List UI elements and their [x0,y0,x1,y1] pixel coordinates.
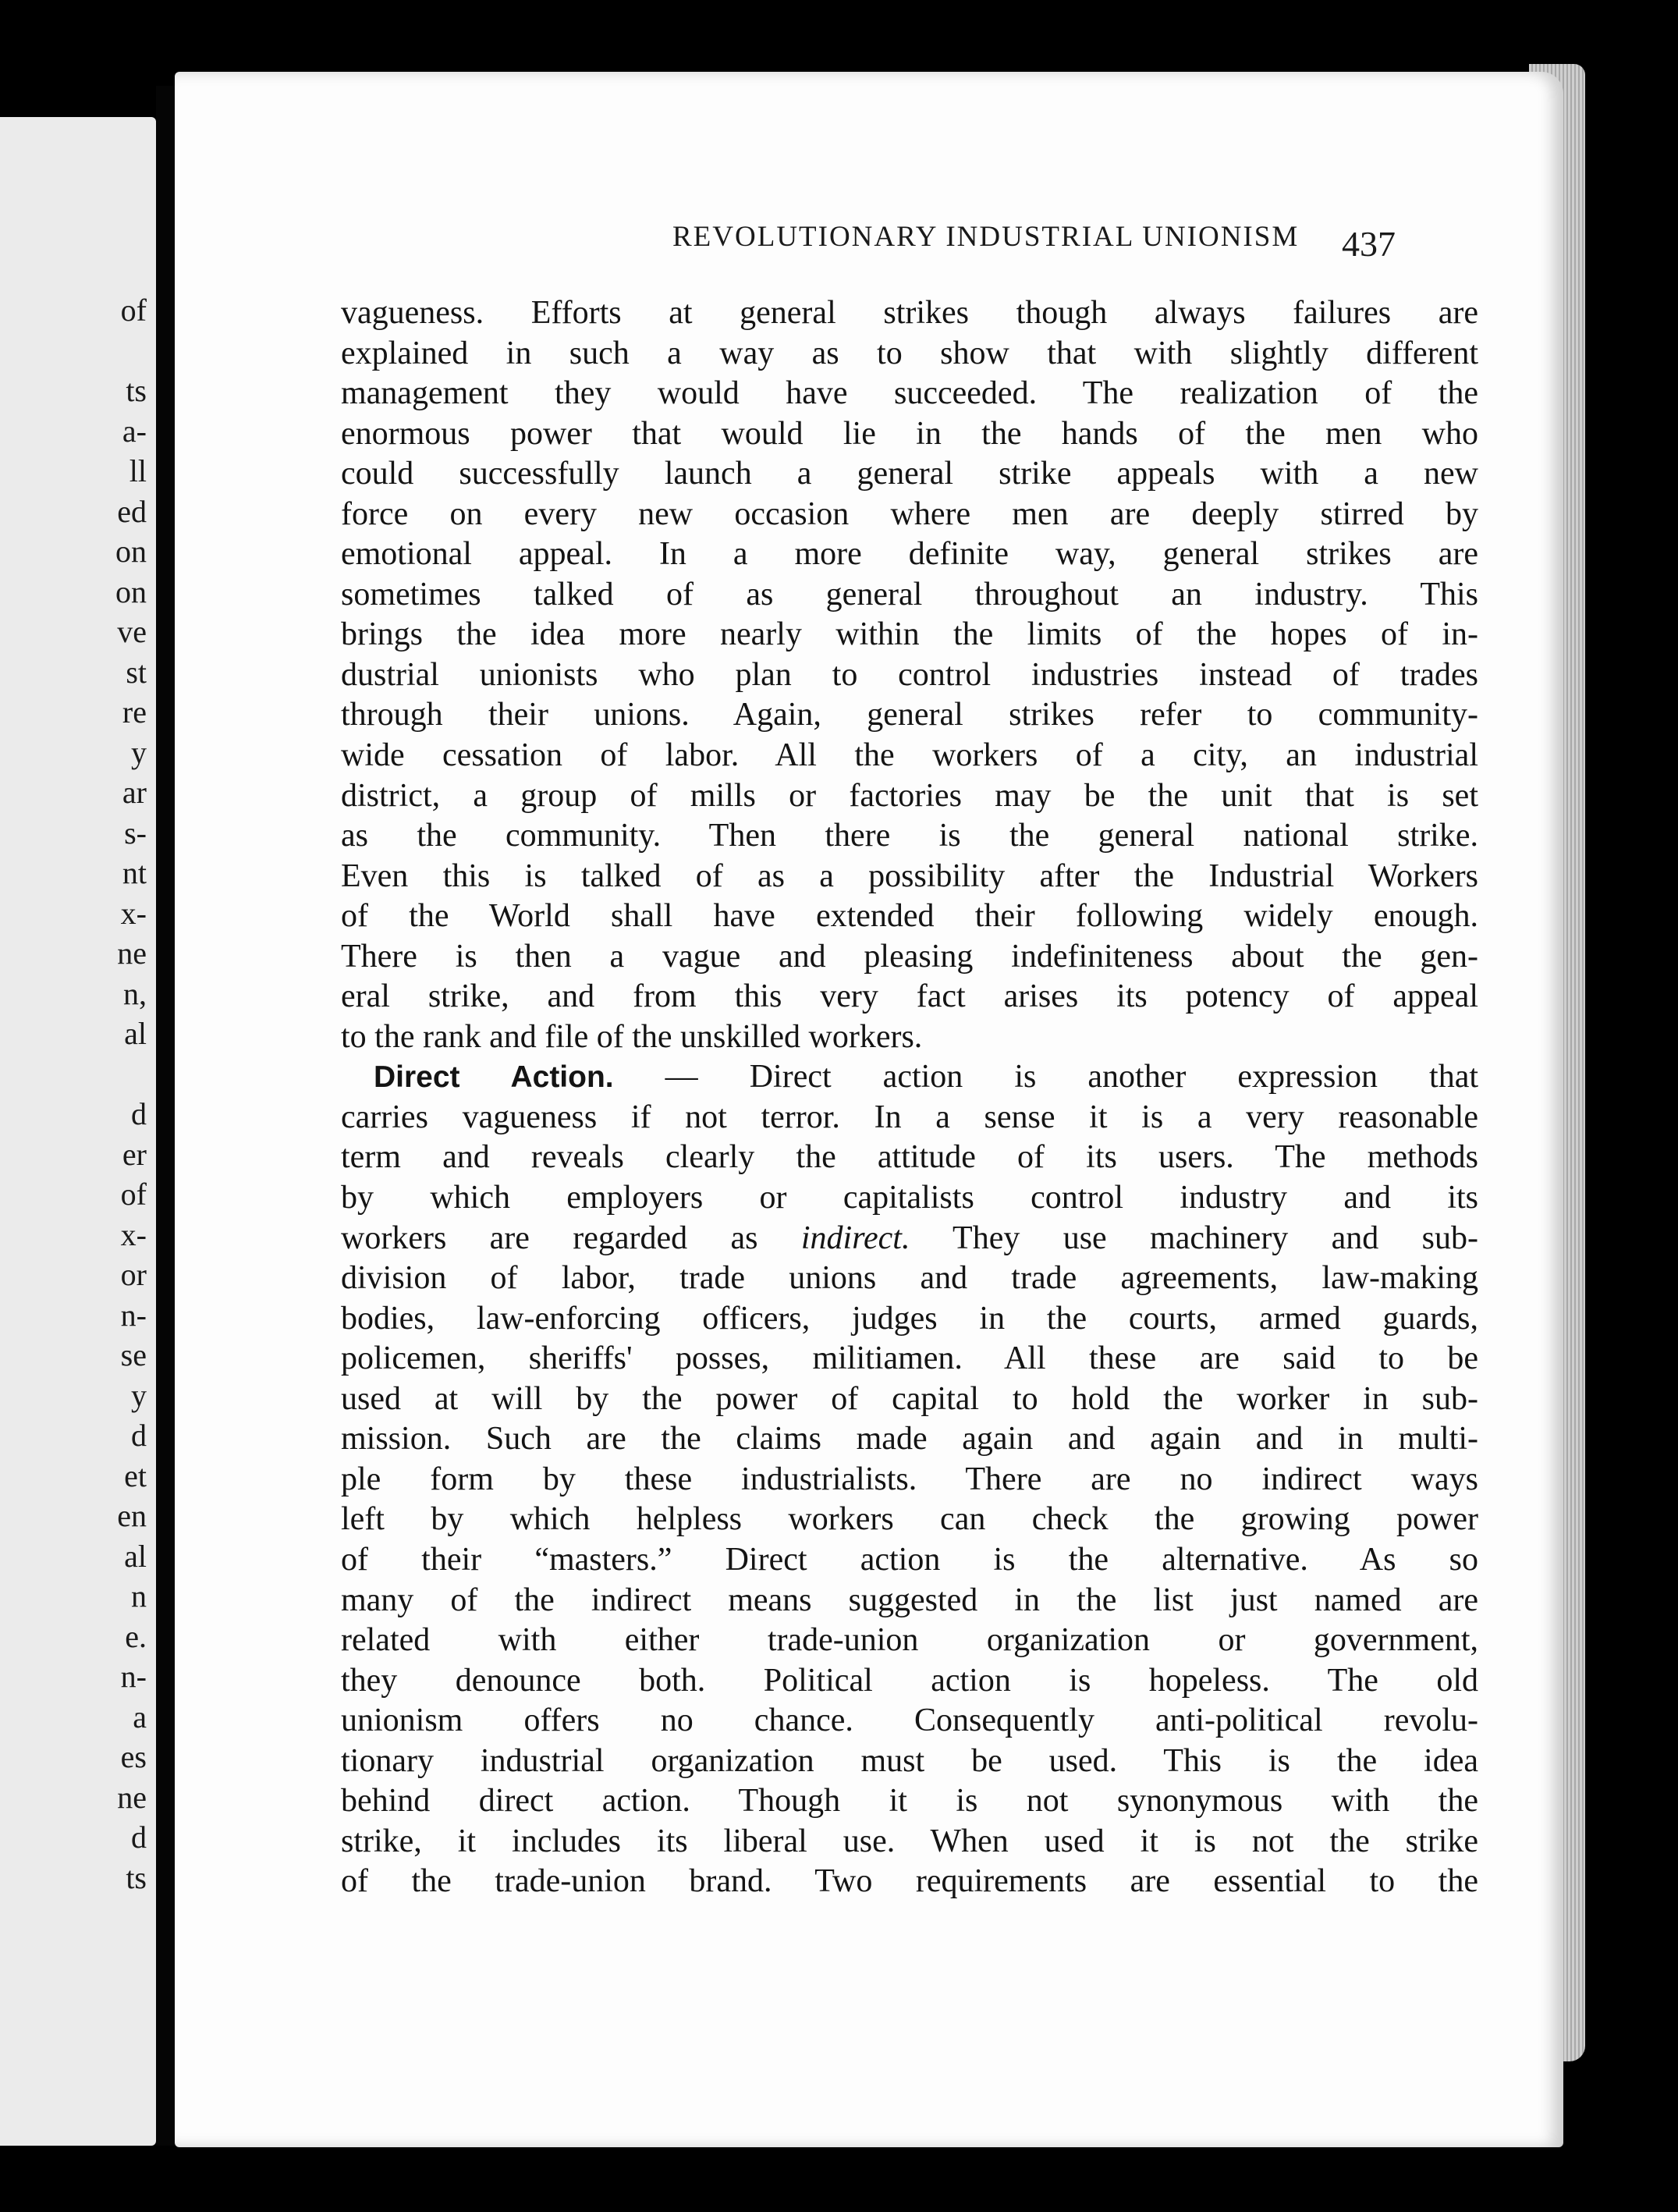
facing-page-fragment: al [124,1538,147,1574]
text-line: they denounce both. Political action is hopeless. The old [341,1662,1478,1699]
section-heading: Direct Action. [374,1060,614,1095]
facing-page-fragment: n, [123,975,147,1011]
facing-page-fragment: se [120,1337,147,1372]
facing-page-text-fragments [115,290,147,1898]
text-line: division of labor, trade unions and trade agreements, law-making [341,1260,1478,1297]
text-line: could successfully launch a general strike appeals with a new [341,456,1478,492]
text-run: workers are regarded as [341,1220,801,1256]
text-line: brings the idea more nearly within the limits of the hopes of in- [341,616,1478,653]
text-line: term and reveals clearly the attitude of its users. The methods [341,1139,1478,1176]
facing-page-fragment: of [120,1177,147,1212]
facing-page-fragment: d [131,1418,147,1453]
facing-page-fragment: y [131,734,147,770]
facing-page-fragment: ne [117,936,147,971]
facing-page-fragment: x- [120,1216,147,1252]
facing-page-fragment: d [131,1820,147,1855]
book-page-437 [175,72,1563,2147]
running-head-title: REVOLUTIONARY INDUSTRIAL UNIONISM [672,221,1300,253]
italic-word: indirect. [800,1220,910,1256]
body-text [341,293,1478,1902]
text-line: by which employers or capitalists control industry and its [341,1180,1478,1216]
text-line: wide cessation of labor. All the workers of a city, an industrial [341,737,1478,774]
text-line: bodies, law-enforcing officers, judges in the courts, armed guards, [341,1300,1478,1337]
text-line: to the rank and file of the unskilled workers. [341,1018,923,1055]
facing-page-fragment: n- [120,1297,147,1333]
section-first-line [341,1057,1478,1098]
text-line: emotional appeal. In a more definite way, general strikes are [341,536,1478,573]
facing-page-fragment: on [115,573,147,609]
facing-page-fragment: s- [124,815,147,850]
text-run: They use machinery and sub- [910,1220,1478,1256]
facing-page-fragment: d [131,1096,147,1131]
facing-page-fragment: nt [122,855,147,890]
facing-page-fragment: n [131,1578,147,1614]
text-line: many of the indirect means suggested in the list just named are [341,1582,1478,1618]
facing-page-fragment: al [124,1016,147,1051]
facing-page-fragment: a- [122,413,147,449]
facing-page-fragment: et [124,1458,147,1493]
text-line: of the trade-union brand. Two requirements are essential to the [341,1863,1478,1900]
text-line: as the community. Then there is the general national strike. [341,818,1478,854]
text-line: mission. Such are the claims made again and again and in multi- [341,1421,1478,1458]
facing-page-fragment: ed [117,493,147,529]
facing-page-fragment: a [133,1699,147,1734]
book-gutter [156,86,175,2146]
text-line: strike, it includes its liberal use. When used it is not the strike [341,1823,1478,1859]
facing-page-fragment: re [122,694,147,730]
text-line: There is then a vague and pleasing indefiniteness about the gen- [341,938,1478,975]
text-line: sometimes talked of as general throughout an industry. This [341,576,1478,612]
text-line: ple form by these industrialists. There are no indirect ways [341,1461,1478,1497]
facing-page-fragment: ts [126,1859,147,1895]
facing-page-fragment: er [122,1136,147,1172]
text-line [341,1219,1478,1259]
section-first-line-text: — Direct action is another expression that [613,1059,1478,1095]
facing-page-fragment [115,331,147,371]
text-line: dustrial unionists who plan to control industries instead of trades [341,656,1478,693]
facing-page-fragment: es [120,1739,147,1774]
facing-page-fragment: n- [120,1659,147,1694]
text-line: district, a group of mills or factories may be the unit that is set [341,777,1478,814]
text-line: vagueness. Efforts at general strikes though always failures are [341,295,1478,331]
text-line: unionism offers no chance. Consequently anti-political revolu- [341,1702,1478,1739]
facing-page-fragment: y [131,1377,147,1413]
page-number: 437 [1342,224,1396,264]
text-line: enormous power that would lie in the hands of the men who [341,415,1478,452]
text-line: related with either trade-union organization or government, [341,1622,1478,1659]
text-line: Even this is talked of as a possibility after the Industrial Workers [341,857,1478,894]
facing-page-fragment: ne [117,1779,147,1815]
facing-page-fragment: en [117,1498,147,1533]
text-line: of the World shall have extended their following widely enough. [341,898,1478,935]
facing-page-fragment: ve [117,614,147,649]
facing-page-left [0,117,156,2146]
running-head [485,220,1499,267]
text-line: carries vagueness if not terror. In a sense it is a very reasonable [341,1099,1478,1135]
text-line: tionary industrial organization must be used. This is the idea [341,1742,1478,1779]
facing-page-fragment: ts [126,373,147,408]
facing-page-fragment: of [120,293,147,328]
text-line: left by which helpless workers can check the growing power [341,1501,1478,1538]
facing-page-fragment: st [126,654,147,690]
facing-page-fragment: ar [122,775,147,810]
facing-page-fragment: or [120,1257,147,1292]
facing-page-fragment [115,1054,147,1095]
text-line: through their unions. Again, general strikes refer to community- [341,697,1478,733]
text-line: behind direct action. Though it is not synonymous with the [341,1783,1478,1820]
text-line: policemen, sheriffs' posses, militiamen. All these are said to be [341,1340,1478,1377]
facing-page-fragment: ll [129,453,147,488]
text-line: eral strike, and from this very fact arises its potency of appeal [341,978,1478,1015]
facing-page-fragment: e. [125,1618,147,1654]
text-line: used at will by the power of capital to hold the worker in sub- [341,1380,1478,1417]
text-line: of their “masters.” Direct action is the alternative. As so [341,1541,1478,1578]
text-line: explained in such a way as to show that with slightly different [341,335,1478,371]
text-line: management they would have succeeded. The realization of the [341,375,1478,412]
text-line: force on every new occasion where men are deeply stirred by [341,495,1478,532]
facing-page-fragment: x- [120,895,147,931]
facing-page-fragment: on [115,534,147,569]
